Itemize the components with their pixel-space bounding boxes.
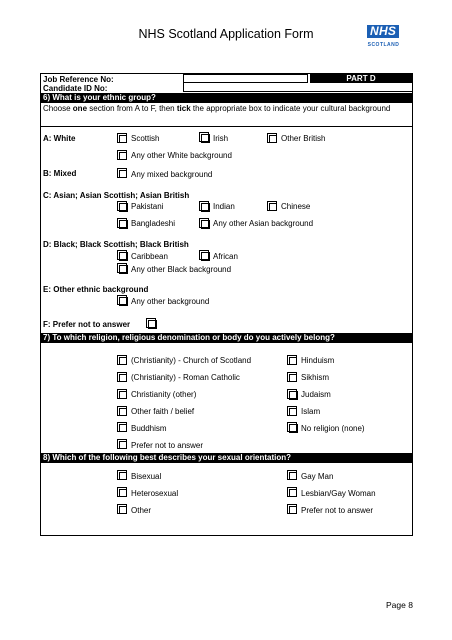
option-any-other-black: Any other Black background xyxy=(131,265,232,274)
instr-prefix: Choose xyxy=(43,104,73,113)
option-other-british: Other British xyxy=(281,134,326,143)
checkbox-sikhism[interactable] xyxy=(287,372,297,382)
checkbox-any-other-asian[interactable] xyxy=(199,218,209,228)
option-irish: Irish xyxy=(213,134,229,143)
option-pakistani: Pakistani xyxy=(131,202,164,211)
group-d-label: D: Black; Black Scottish; Black British xyxy=(43,240,189,249)
nhs-scotland-logo xyxy=(367,22,411,48)
instr-suffix: the appropriate box to indicate your cultural background xyxy=(190,104,391,113)
checkbox-prefer-not-answer-orientation[interactable] xyxy=(287,504,297,514)
checkbox-any-other-white[interactable] xyxy=(117,150,127,160)
page-label: Page xyxy=(386,600,406,610)
option-african: African xyxy=(213,252,238,261)
checkbox-other-faith[interactable] xyxy=(117,406,127,416)
checkbox-any-other-black[interactable] xyxy=(117,263,127,273)
option-chinese: Chinese xyxy=(281,202,311,211)
option-hinduism: Hinduism xyxy=(301,356,335,365)
job-reference-label: Job Reference No: xyxy=(43,75,114,84)
checkbox-church-of-scotland[interactable] xyxy=(117,355,127,365)
option-bisexual: Bisexual xyxy=(131,472,162,481)
page-number-value: 8 xyxy=(408,600,413,610)
divider xyxy=(41,126,412,127)
option-any-other-asian: Any other Asian background xyxy=(213,219,314,228)
q8-header: 8) Which of the following best describes your sexual orientation? xyxy=(41,453,412,463)
checkbox-other-orientation[interactable] xyxy=(117,504,127,514)
checkbox-pakistani[interactable] xyxy=(117,201,127,211)
option-other-faith: Other faith / belief xyxy=(131,407,195,416)
checkbox-no-religion[interactable] xyxy=(287,422,297,432)
checkbox-chinese[interactable] xyxy=(267,201,277,211)
group-e-label: E: Other ethnic background xyxy=(43,285,149,294)
checkbox-prefer-not-answer-ethnic[interactable] xyxy=(146,318,156,328)
checkbox-prefer-not-answer-religion[interactable] xyxy=(117,439,127,449)
checkbox-judaism[interactable] xyxy=(287,389,297,399)
option-buddhism: Buddhism xyxy=(131,424,167,433)
group-b-label: B: Mixed xyxy=(43,169,77,178)
checkbox-caribbean[interactable] xyxy=(117,250,127,260)
option-other-orientation: Other xyxy=(131,506,152,515)
option-bangladeshi: Bangladeshi xyxy=(131,219,176,228)
checkbox-bisexual[interactable] xyxy=(117,470,127,480)
option-no-religion: No religion (none) xyxy=(301,424,365,433)
checkbox-african[interactable] xyxy=(199,250,209,260)
checkbox-lesbian-gay-woman[interactable] xyxy=(287,487,297,497)
checkbox-islam[interactable] xyxy=(287,406,297,416)
checkbox-gay-man[interactable] xyxy=(287,470,297,480)
instr-one: one xyxy=(72,104,88,113)
part-label: PART D xyxy=(310,74,412,83)
option-gay-man: Gay Man xyxy=(301,472,334,481)
option-heterosexual: Heterosexual xyxy=(131,489,179,498)
q7-header: 7) To which religion, religious denomination or body do you actively belong? xyxy=(41,333,412,343)
checkbox-other-british[interactable] xyxy=(267,133,277,143)
checkbox-indian[interactable] xyxy=(199,201,209,211)
page-number xyxy=(386,600,413,610)
checkbox-irish[interactable] xyxy=(199,132,209,142)
option-sikhism: Sikhism xyxy=(301,373,330,382)
job-reference-input[interactable] xyxy=(183,74,308,83)
option-prefer-not-answer-orientation: Prefer not to answer xyxy=(301,506,374,515)
page-title: NHS Scotland Application Form xyxy=(138,27,314,41)
option-judaism: Judaism xyxy=(301,390,331,399)
checkbox-buddhism[interactable] xyxy=(117,422,127,432)
option-any-other-background: Any other background xyxy=(131,297,210,306)
checkbox-bangladeshi[interactable] xyxy=(117,218,127,228)
q6-header: 6) What is your ethnic group? xyxy=(41,93,412,103)
instr-tick: tick xyxy=(176,104,191,113)
checkbox-hinduism[interactable] xyxy=(287,355,297,365)
option-indian: Indian xyxy=(213,202,235,211)
option-church-of-scotland: (Christianity) - Church of Scotland xyxy=(131,356,252,365)
group-a-label: A: White xyxy=(43,134,76,143)
checkbox-any-other-background[interactable] xyxy=(117,295,127,305)
checkbox-roman-catholic[interactable] xyxy=(117,372,127,382)
candidate-id-label: Candidate ID No: xyxy=(43,84,108,93)
group-c-label: C: Asian; Asian Scottish; Asian British xyxy=(43,191,190,200)
checkbox-heterosexual[interactable] xyxy=(117,487,127,497)
job-reference-block xyxy=(41,74,412,93)
option-any-other-white: Any other White background xyxy=(131,151,232,160)
form-frame xyxy=(40,73,413,536)
logo-nhs-text: NHS xyxy=(367,25,399,38)
q6-instruction xyxy=(43,104,410,114)
option-any-mixed: Any mixed background xyxy=(131,170,213,179)
option-caribbean: Caribbean xyxy=(131,252,168,261)
logo-subtext: SCOTLAND xyxy=(367,42,400,48)
candidate-id-input[interactable] xyxy=(183,83,413,92)
option-prefer-not-answer-religion: Prefer not to answer xyxy=(131,441,204,450)
option-scottish: Scottish xyxy=(131,134,160,143)
checkbox-any-mixed[interactable] xyxy=(117,168,127,178)
option-roman-catholic: (Christianity) - Roman Catholic xyxy=(131,373,240,382)
option-christianity-other: Christianity (other) xyxy=(131,390,197,399)
checkbox-christianity-other[interactable] xyxy=(117,389,127,399)
group-f-label: F: Prefer not to answer xyxy=(43,320,131,329)
option-islam: Islam xyxy=(301,407,321,416)
checkbox-scottish[interactable] xyxy=(117,133,127,143)
option-lesbian-gay-woman: Lesbian/Gay Woman xyxy=(301,489,376,498)
instr-mid: section from A to F, then xyxy=(87,104,177,113)
